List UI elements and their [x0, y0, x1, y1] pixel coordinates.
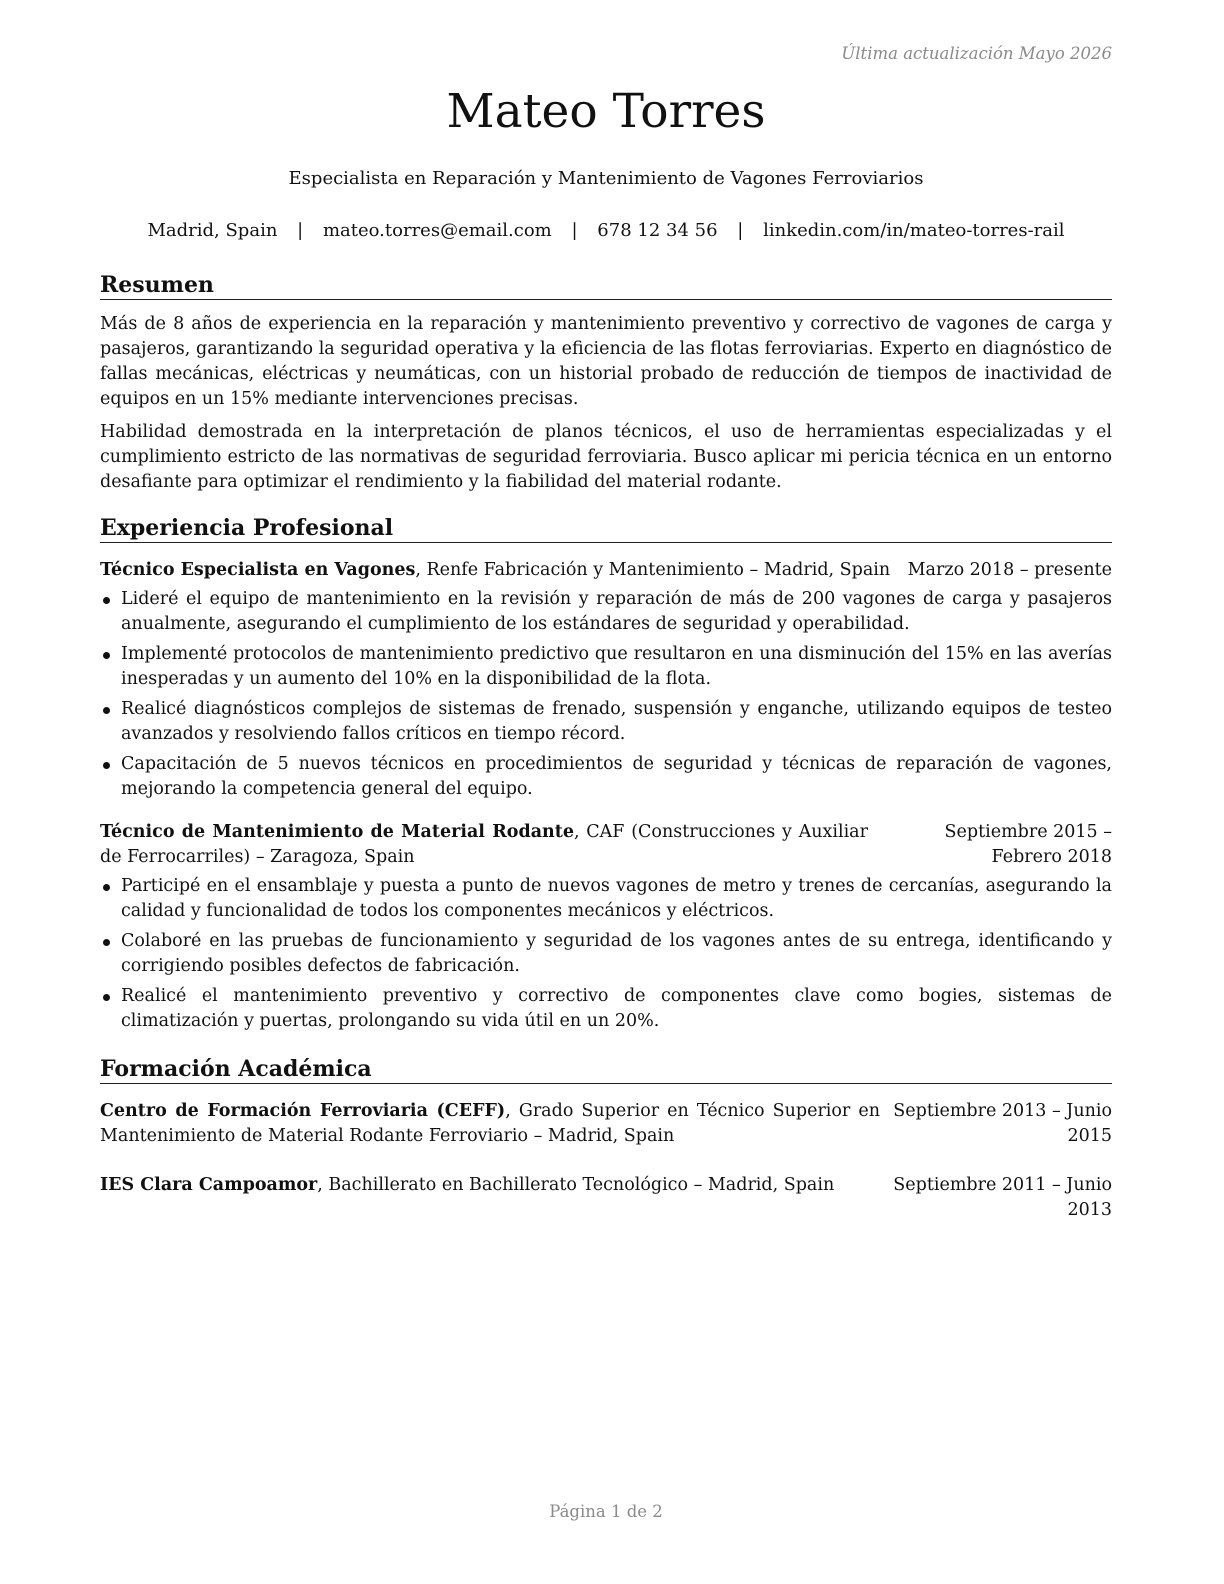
resume-page: [100, 0, 1112, 1584]
list-item: Participé en el ensamblaje y puesta a punto de nuevos vagones de metro y trenes de cercanías, asegurando la calidad y funcionalidad de todos los componentes mecánicos y eléctricos.: [100, 874, 1112, 924]
summary-paragraph: Más de 8 años de experiencia en la reparación y mantenimiento preventivo y correctivo de vagones de carga y pasajeros, garantizando la seguridad operativa y la eficiencia de las flotas ferroviarias. Experto en diagnóstico de fallas mecánicas, eléctricas y neumáticas, con un historial probado de reducción de tiempos de inactividad de equipos en un 15% mediante intervenciones precisas.: [100, 314, 1112, 409]
job-dates: Septiembre 2015 – Febrero 2018: [944, 822, 1112, 867]
list-item: Capacitación de 5 nuevos técnicos en procedimientos de seguridad y técnicas de reparación de vagones, mejorando la competencia general del equipo.: [100, 752, 1112, 802]
contact-separator: |: [737, 220, 744, 241]
list-item: Realicé el mantenimiento preventivo y correctivo de componentes clave como bogies, sistemas de climatización y puertas, prolongando su vida útil en un 20%.: [100, 984, 1112, 1034]
candidate-name: Mateo Torres: [446, 84, 766, 139]
job-header: [100, 558, 1112, 583]
education-institution: Centro de Formación Ferroviaria (CEFF): [100, 1101, 506, 1121]
list-item: Realicé diagnósticos complejos de sistemas de frenado, suspensión y enganche, utilizando equipos de testeo avanzados y resolviendo fallos críticos en tiempo récord.: [100, 697, 1112, 747]
contact-phone: 678 12 34 56: [597, 220, 718, 241]
job-entry: [100, 820, 1112, 1034]
education-details: , Bachillerato en Bachillerato Tecnológico – Madrid, Spain: [317, 1175, 835, 1195]
education-details: , Grado Superior en Técnico Superior en Mantenimiento de Material Rodante Ferroviario – Madrid, Spain: [100, 1101, 880, 1146]
section-heading-education: Formación Académica: [100, 1056, 1112, 1084]
section-heading-summary: Resumen: [100, 272, 1112, 300]
summary-section: [100, 272, 1112, 495]
job-company: , Renfe Fabricación y Mantenimiento – Madrid, Spain: [415, 560, 891, 580]
candidate-title: Especialista en Reparación y Mantenimiento de Vagones Ferroviarios: [288, 168, 924, 189]
contact-location: Madrid, Spain: [147, 220, 278, 241]
education-institution: IES Clara Campoamor: [100, 1175, 318, 1195]
section-heading-experience: Experiencia Profesional: [100, 515, 1112, 543]
list-item: Lideré el equipo de mantenimiento en la revisión y reparación de más de 200 vagones de carga y pasajeros anualmente, asegurando el cumplimiento de los estándares de seguridad y operabilidad.: [100, 587, 1112, 637]
job-role: Técnico de Mantenimiento de Material Rodante: [100, 822, 574, 842]
contact-line: [100, 220, 1112, 241]
job-role: Técnico Especialista en Vagones: [100, 560, 416, 580]
contact-separator: |: [571, 220, 578, 241]
last-updated: Última actualización Mayo 2026: [841, 44, 1112, 63]
summary-paragraph: Habilidad demostrada en la interpretación de planos técnicos, el uso de herramientas especializadas y el cumplimiento estricto de las normativas de seguridad ferroviaria. Busco aplicar mi pericia técnica en un entorno desafiante para optimizar el rendimiento y la fiabilidad del material rodante.: [100, 422, 1112, 492]
job-entry: [100, 558, 1112, 802]
education-entry: [100, 1099, 1112, 1149]
job-bullets: [100, 587, 1112, 802]
job-dates: Marzo 2018 – presente: [907, 560, 1112, 580]
list-item: Colaboré en las pruebas de funcionamiento y seguridad de los vagones antes de su entrega, identificando y corrigiendo posibles defectos de fabricación.: [100, 929, 1112, 979]
education-section: [100, 1056, 1112, 1223]
education-entry: [100, 1173, 1112, 1223]
contact-email[interactable]: mateo.torres@email.com: [322, 220, 552, 241]
list-item: Implementé protocolos de mantenimiento predictivo que resultaron en una disminución del 15% en las averías inesperadas y un aumento del 10% en la disponibilidad de la flota.: [100, 642, 1112, 692]
job-company: , CAF (Construcciones y Auxiliar de Ferrocarriles) – Zaragoza, Spain: [100, 822, 868, 867]
education-dates: Septiembre 2013 – Junio 2015: [893, 1101, 1112, 1146]
education-dates: Septiembre 2011 – Junio 2013: [893, 1175, 1112, 1220]
contact-linkedin[interactable]: linkedin.com/in/mateo-torres-rail: [763, 220, 1065, 241]
page-number: Página 1 de 2: [549, 1502, 663, 1521]
job-bullets: [100, 874, 1112, 1034]
job-header: [100, 820, 1112, 870]
contact-separator: |: [297, 220, 304, 241]
experience-section: [100, 515, 1112, 1039]
